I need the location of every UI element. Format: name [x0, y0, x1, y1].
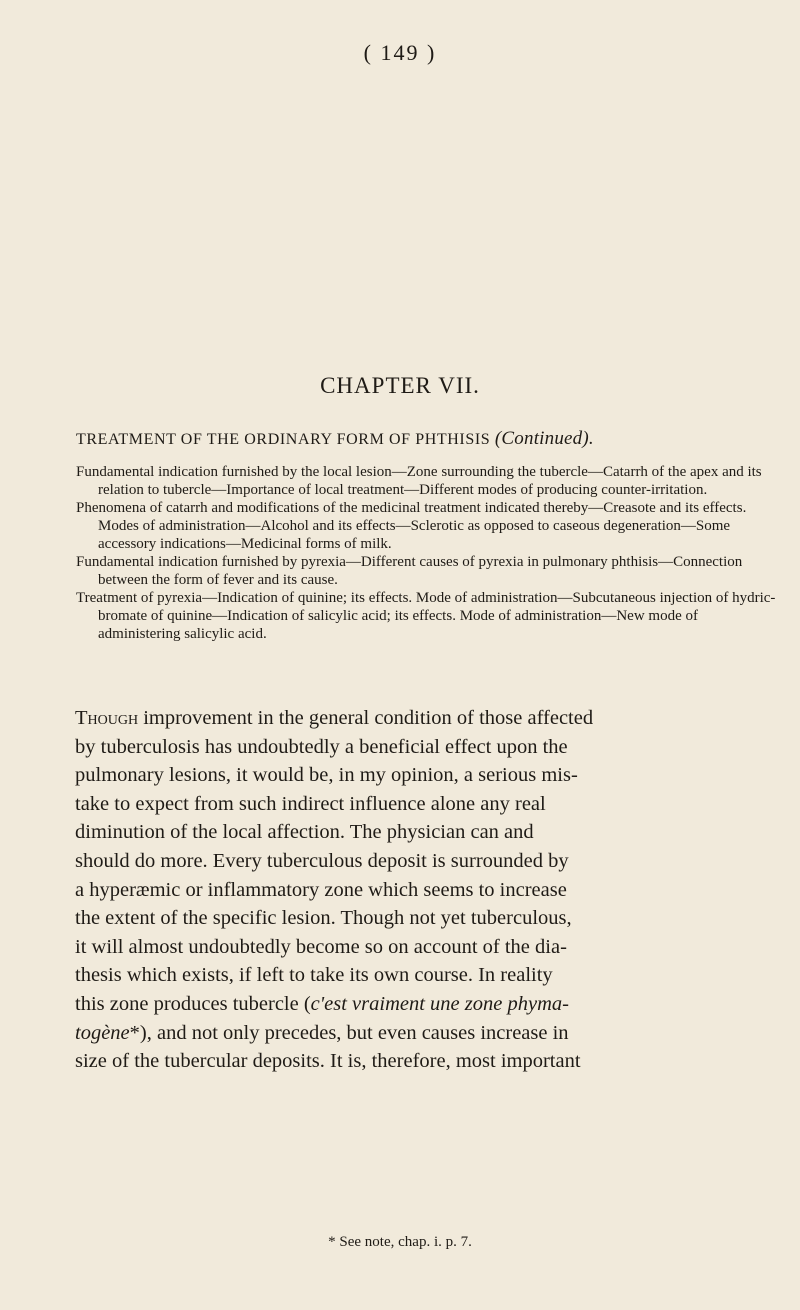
body-italic-text: c'est vraiment une zone phyma- — [310, 992, 569, 1015]
chapter-subtitle — [76, 428, 766, 450]
body-line: the extent of the specific lesion. Though not yet tuberculous, — [75, 907, 572, 930]
synopsis-paragraph: Fundamental indication furnished by pyrexia—Different causes of pyrexia in pulmonary phthisis—Connection between the form of fever and its cause. — [76, 554, 743, 588]
footnote: * See note, chap. i. p. 7. — [328, 1234, 472, 1250]
synopsis-paragraph: Fundamental indication furnished by the local lesion—Zone surrounding the tubercle—Catarrh of the apex and its relation to tubercle—Importance of local treatment—Different modes of producing counter-irritation. — [76, 464, 762, 498]
body-italic-text: togène — [75, 1021, 130, 1044]
body-line: thesis which exists, if left to take its own course. In reality — [75, 964, 553, 987]
body-paragraph — [75, 704, 775, 1076]
body-line: by tuberculosis has undoubtedly a beneficial effect upon the — [75, 735, 568, 758]
synopsis-paragraph: Treatment of pyrexia—Indication of quinine; its effects. Mode of administration—Subcutaneous injection of hydric-bromate of quinine—Indication of salicylic acid; its effects. Mode of administration—New mode of administering salicylic acid. — [76, 590, 776, 642]
subtitle-continued: (Continued). — [494, 428, 594, 449]
body-line-text: this zone produces tubercle ( — [75, 992, 311, 1015]
body-line: size of the tubercular deposits. It is, therefore, most important — [75, 1050, 581, 1073]
chapter-title: CHAPTER VII. — [320, 373, 480, 398]
body-line: a hyperæmic or inflammatory zone which seems to increase — [75, 878, 567, 901]
body-line: should do more. Every tuberculous deposit is surrounded by — [75, 849, 569, 872]
body-line-text: improvement in the general condition of those affected — [138, 707, 594, 729]
body-line — [75, 990, 775, 1019]
page-number: ( 149 ) — [363, 40, 437, 65]
body-line — [75, 704, 775, 733]
body-line: pulmonary lesions, it would be, in my opinion, a serious mis- — [75, 764, 578, 787]
synopsis-paragraph: Phenomena of catarrh and modifications of the medicinal treatment indicated thereby—Creasote and its effects. Modes of administration—Alcohol and its effects—Sclerotic as opposed to caseous degeneration—Some accessory indications—Medicinal forms of milk. — [76, 500, 747, 552]
subtitle-main: TREATMENT OF THE ORDINARY FORM OF PHTHISIS — [76, 431, 495, 448]
body-line: diminution of the local affection. The physician can and — [75, 821, 534, 844]
chapter-synopsis — [76, 463, 776, 643]
body-first-word: Though — [75, 707, 139, 729]
body-line: take to expect from such indirect influence alone any real — [75, 792, 546, 815]
body-line: it will almost undoubtedly become so on account of the dia- — [75, 935, 567, 958]
body-line-text: *), and not only precedes, but even causes increase in — [129, 1021, 569, 1044]
body-line — [75, 1019, 775, 1048]
